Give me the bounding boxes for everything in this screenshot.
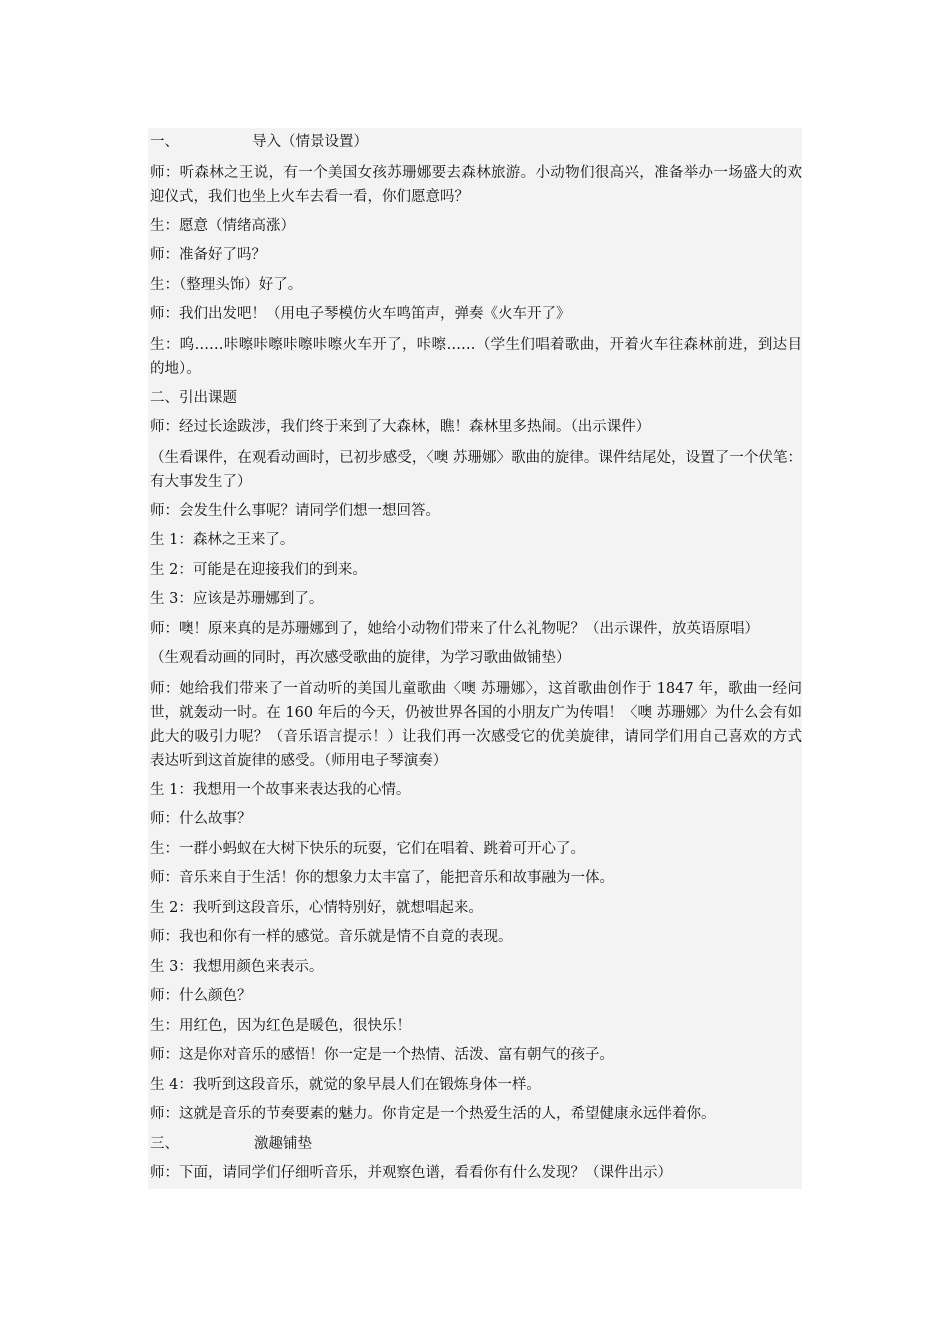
- section-number: 一、: [150, 134, 179, 150]
- paragraph: 生：愿意（情绪高涨）: [150, 217, 295, 234]
- paragraph: 生：用红色，因为红色是暖色，很快乐！: [150, 1017, 411, 1034]
- paragraph: 生 4：我听到这段音乐，就觉的象早晨人们在锻炼身体一样。: [150, 1076, 541, 1093]
- paragraph: 师：我也和你有一样的感觉。音乐就是情不自竟的表现。: [150, 929, 513, 945]
- paragraph: 生 2：可能是在迎接我们的到来。: [150, 561, 367, 578]
- paragraph: 师：音乐来自于生活！你的想象力太丰富了，能把音乐和故事融为一体。: [150, 870, 614, 886]
- section-heading-1: [148, 128, 802, 158]
- paragraph: 生：一群小蚂蚁在大树下快乐的玩耍，它们在唱着、跳着可开心了。: [150, 840, 585, 857]
- paragraph: 师：经过长途跋涉，我们终于来到了大森林，瞧！森林里多热闹。（出示课件）: [150, 419, 651, 435]
- paragraph: 师：这就是音乐的节奏要素的魅力。你肯定是一个热爱生活的人，希望健康永远伴着你。: [150, 1106, 716, 1122]
- paragraph: 生：（整理头饰）好了。: [150, 276, 303, 293]
- paragraph: 师：噢！原来真的是苏珊娜到了，她给小动物们带来了什么礼物呢？（出示课件，放英语原唱）: [150, 620, 759, 637]
- paragraph: 生 1：我想用一个故事来表达我的心情。: [150, 781, 411, 798]
- paragraph: （生看课件，在观看动画时，已初步感受，〈噢 苏珊娜〉歌曲的旋律。课件结尾处，设置了一个伏笔：有大事发生了）: [150, 449, 802, 490]
- section-title: 激趣铺垫: [254, 1135, 312, 1152]
- paragraph: 师：我们出发吧！（用电子琴模仿火车鸣笛声，弹奏《火车开了》: [150, 306, 571, 322]
- paragraph: 师：什么故事？: [150, 811, 252, 827]
- paragraph: 师：什么颜色？: [150, 988, 252, 1004]
- paragraph: 师：准备好了吗？: [150, 247, 266, 263]
- section-heading-3: [148, 1130, 802, 1160]
- paragraph: 生：呜……咔嚓咔嚓咔嚓咔嚓火车开了，咔嚓……（学生们唱着歌曲，开着火车往森林前进，到达目的地）。: [150, 336, 802, 377]
- paragraph: 生 1：森林之王来了。: [150, 532, 295, 548]
- paragraph: 师：这是你对音乐的感悟！你一定是一个热情、活泼、富有朝气的孩子。: [150, 1047, 614, 1063]
- section-heading-2: 二、引出课题: [150, 389, 237, 406]
- paragraph: 师：会发生什么事呢？请同学们想一想回答。: [150, 502, 440, 519]
- section-number: 三、: [150, 1135, 179, 1152]
- paragraph: 生 3：我想用颜色来表示。: [150, 958, 324, 975]
- paragraph: 师：下面，请同学们仔细听音乐，并观察色谱，看看你有什么发现？（课件出示）: [150, 1165, 672, 1181]
- paragraph: 师：听森林之王说，有一个美国女孩苏珊娜要去森林旅游。小动物们很高兴，准备举办一场盛大的欢迎仪式，我们也坐上火车去看一看，你们愿意吗？: [150, 164, 802, 205]
- section-title: 导入（情景设置）: [252, 134, 368, 150]
- paragraph: 生 2：我听到这段音乐，心情特别好，就想唱起来。: [150, 899, 483, 916]
- paragraph: 师：她给我们带来了一首动听的美国儿童歌曲〈噢 苏珊娜〉，这首歌曲创作于 1847 年，歌曲一经问世，就轰动一时。在 160 年后的今天，仍被世界各国的小朋友广为传唱！〈噢 苏珊娜〉为什么会有如此大的吸引力呢？（音乐语言提示！）让我们再一次感受它的优美旋律，请同学们用自己喜欢的方式表达听到这首旋律的感受。（师用电子琴演奏）: [150, 680, 802, 769]
- document-page: [148, 128, 802, 1189]
- paragraph: （生观看动画的同时，再次感受歌曲的旋律，为学习歌曲做铺垫）: [150, 650, 571, 666]
- paragraph: 生 3：应该是苏珊娜到了。: [150, 591, 324, 607]
